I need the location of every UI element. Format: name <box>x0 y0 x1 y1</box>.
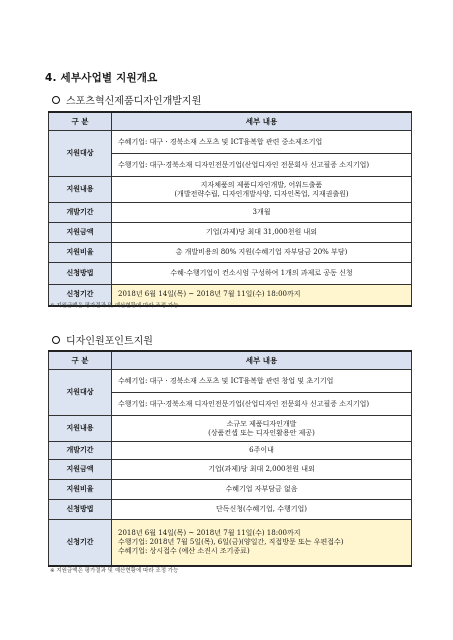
row-label-amount: 지원금액 <box>49 460 112 480</box>
target-line1: 수혜기업: 대구 · 경북소재 스포츠 및 ICT융복합 관련 창업 및 초기기업 <box>112 370 412 393</box>
table-row <box>49 263 412 285</box>
row-label-apply: 신청기간 <box>49 285 112 306</box>
header-details: 세부 내용 <box>112 351 412 370</box>
content-line2: (상품컨셉 또는 디자인활용안 제공) <box>208 428 315 437</box>
apply-line2: 수행기업: 2018년 7월 5일(목), 6일(금)(양일간, 직접방문 또는 우편접수) <box>118 537 344 546</box>
table-row <box>49 520 412 566</box>
method-value: 수혜·수행기업이 컨소시엄 구성하여 1개의 과제로 공동 신청 <box>112 263 412 285</box>
row-label-target: 지원대상 <box>49 131 112 177</box>
target-line1: 수혜기업: 대구 · 경북소재 스포츠 및 ICT융복합 관련 중소제조기업 <box>112 131 412 154</box>
table-row <box>49 223 412 243</box>
table-row <box>49 243 412 263</box>
table-row <box>49 480 412 500</box>
table-row <box>49 500 412 520</box>
program1-title <box>52 92 201 107</box>
program1-title-text: 스포츠혁신제품디자인개발지원 <box>66 96 202 107</box>
table-row <box>49 370 412 393</box>
content-line2: (개발전략수립, 디자인개발사양, 디자인목업, 지재권출원) <box>174 189 349 198</box>
row-label-ratio: 지원비율 <box>49 243 112 263</box>
apply-line3: 수혜기업: 상시접수 (예산 소진시 조기종료) <box>118 546 250 555</box>
period-value: 6주이내 <box>112 442 412 460</box>
row-label-method: 신청방법 <box>49 500 112 520</box>
program1-note: ※ 지원금액은 평가결과 및 예산현황에 따라 조정 가능 <box>50 303 179 309</box>
table-row <box>49 203 412 223</box>
target-line2: 수행기업: 대구·경북소재 디자인전문기업(산업디자인 전문회사 신고필증 소지기업) <box>112 393 412 416</box>
table-header-row <box>49 112 412 131</box>
row-label-content: 지원내용 <box>49 177 112 203</box>
amount-value: 기업(과제)당 최대 31,000천원 내외 <box>112 223 412 243</box>
header-category: 구 분 <box>49 112 112 131</box>
program2-table <box>48 350 412 567</box>
header-details: 세부 내용 <box>112 112 412 131</box>
amount-value: 기업(과제)당 최대 2,000천원 내외 <box>112 460 412 480</box>
apply-cell <box>112 520 412 566</box>
program2-title <box>52 332 153 347</box>
method-value: 단독신청(수혜기업, 수행기업) <box>112 500 412 520</box>
target-line2: 수행기업: 대구·경북소재 디자인전문기업(산업디자인 전문회사 신고필증 소지기업) <box>112 154 412 177</box>
circle-bullet-icon <box>52 336 60 344</box>
table-header-row <box>49 351 412 370</box>
header-category: 구 분 <box>49 351 112 370</box>
apply-value: 2018년 6월 14일(목) ~ 2018년 7월 11일(수) 18:00까지 <box>112 285 412 306</box>
row-label-apply: 신청기간 <box>49 520 112 566</box>
circle-bullet-icon <box>52 96 60 104</box>
table-row <box>49 131 412 154</box>
ratio-value: 총 개발비용의 80% 지원(수혜기업 자부담금 20% 부담) <box>112 243 412 263</box>
table-row <box>49 442 412 460</box>
program2-title-text: 디자인원포인트지원 <box>66 336 153 347</box>
table-row <box>49 416 412 442</box>
row-label-ratio: 지원비율 <box>49 480 112 500</box>
content-line1: 소규모 제품디자인개발 <box>226 419 297 428</box>
apply-line1: 2018년 6월 14일(목) ~ 2018년 7월 11일(수) 18:00까지 <box>118 529 301 538</box>
row-label-period: 개발기간 <box>49 442 112 460</box>
program1-table <box>48 111 412 307</box>
content-cell <box>112 177 412 203</box>
table-row <box>49 177 412 203</box>
program2-note: ※ 지원금액은 평가결과 및 예산현황에 따라 조정 가능 <box>50 568 179 574</box>
row-label-content: 지원내용 <box>49 416 112 442</box>
row-label-period: 개발기간 <box>49 203 112 223</box>
period-value: 3개월 <box>112 203 412 223</box>
ratio-value: 수혜기업 자부담금 없음 <box>112 480 412 500</box>
section-title: 4. 세부사업별 지원개요 <box>45 72 158 84</box>
content-line1: 지자체품의 제품디자인개발, 어워드출품 <box>200 180 323 189</box>
row-label-target: 지원대상 <box>49 370 112 416</box>
row-label-method: 신청방법 <box>49 263 112 285</box>
table-row <box>49 460 412 480</box>
content-cell <box>112 416 412 442</box>
row-label-amount: 지원금액 <box>49 223 112 243</box>
